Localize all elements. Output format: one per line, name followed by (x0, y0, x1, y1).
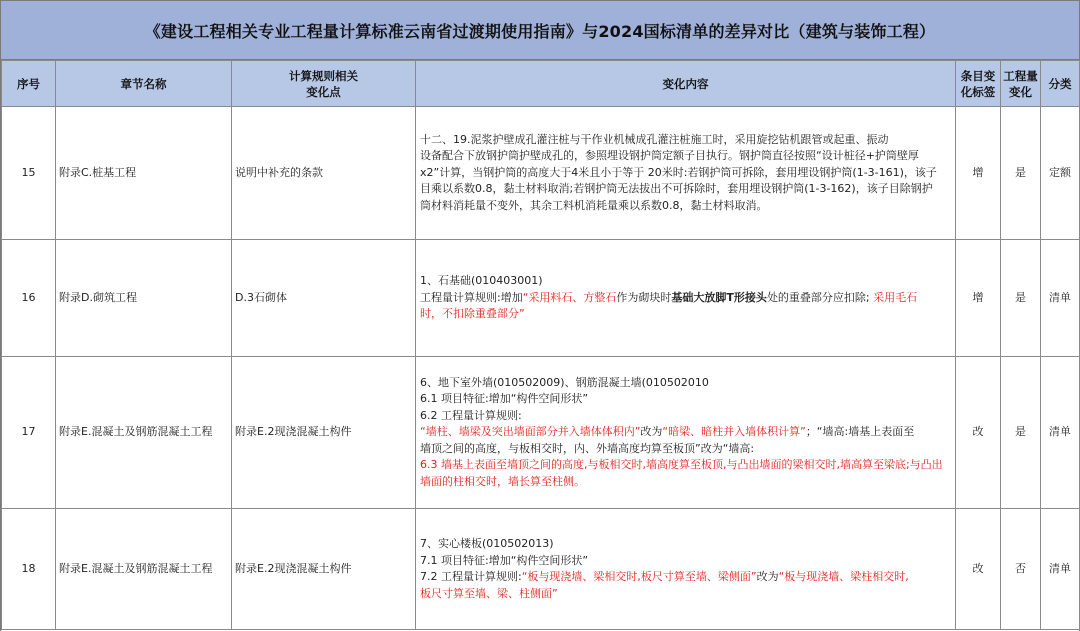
content-line: 6、地下室外墙(010502009)、钢筋混凝土墙(010502010 (420, 375, 709, 389)
header-content: 变化内容 (416, 61, 956, 107)
row-content (416, 357, 956, 509)
header-tag-line2: 化标签 (960, 84, 996, 99)
header-rule (232, 61, 416, 107)
header-rule-line2: 变化点 (306, 84, 341, 99)
content-emphasis: 基础大放脚T形接头 (671, 290, 767, 304)
table-row (2, 240, 1080, 357)
row-rule: 说明中补充的条款 (232, 107, 416, 240)
content-line: 设备配合下放钢护筒护壁成孔的，参照埋设钢护筒定额子目执行。钢护筒直径按照“设计桩径+护筒壁厚 (420, 149, 919, 163)
table-header-row (2, 61, 1080, 107)
row-num: 15 (2, 107, 56, 240)
content-highlight: “墙柱、墙梁及突出墙面部分并入墙体体积内” (420, 425, 641, 439)
content-text: 改为 (640, 425, 663, 439)
row-changed: 否 (1001, 509, 1041, 630)
row-num: 17 (2, 357, 56, 509)
row-category: 清单 (1041, 240, 1080, 357)
header-category: 分类 (1041, 61, 1080, 107)
row-rule: 附录E.2现浇混凝土构件 (232, 357, 416, 509)
content-line (420, 569, 951, 586)
content-line: 板尺寸算至墙、梁、柱侧面” (420, 586, 558, 600)
content-line: 1、石基础(010403001) (420, 274, 543, 288)
content-line (420, 290, 951, 307)
row-changed: 是 (1001, 240, 1041, 357)
content-line (420, 424, 951, 441)
content-text: 处的重叠部分应扣除; (766, 290, 870, 304)
content-line: 6.1 项目特征:增加“构件空间形状” (420, 392, 589, 406)
content-highlight: 采用毛石 (873, 290, 918, 304)
row-rule: 附录E.2现浇混凝土构件 (232, 509, 416, 630)
row-tag: 改 (956, 357, 1001, 509)
row-changed: 是 (1001, 357, 1041, 509)
row-tag: 增 (956, 240, 1001, 357)
content-highlight: “暗梁、暗柱并入墙体积计算” (662, 425, 806, 439)
content-highlight: “板与现浇墙、梁柱相交时, (778, 570, 909, 583)
header-change-line2: 变化 (1009, 84, 1032, 99)
content-text: 作为砌块时 (616, 290, 672, 304)
row-category: 定额 (1041, 107, 1080, 240)
row-chapter: 附录E.混凝土及钢筋混凝土工程 (56, 357, 232, 509)
content-line: 7.1 项目特征:增加“构件空间形状” (420, 553, 589, 567)
header-tag (956, 61, 1001, 107)
table-row (2, 509, 1080, 630)
row-content (416, 240, 956, 357)
content-line: 筒材料消耗量不变外，其余工料机消耗量乘以系数0.8，黏土材料取消。 (420, 198, 768, 212)
content-text: 7.2 工程量计算规则: (420, 570, 522, 583)
row-content (416, 509, 956, 630)
row-chapter: 附录D.砌筑工程 (56, 240, 232, 357)
row-changed: 是 (1001, 107, 1041, 240)
page-title: 《建设工程相关专业工程量计算标准云南省过渡期使用指南》与2024国标清单的差异对比（建筑与装饰工程） (1, 0, 1079, 60)
content-line: 墙面的柱相交时，墙长算至柱侧。 (420, 474, 585, 488)
content-text: 工程量计算规则:增加 (420, 290, 523, 304)
content-highlight: “采用料石、方整石 (522, 290, 617, 304)
content-line: 7、实心楼板(010502013) (420, 537, 554, 550)
header-num: 序号 (2, 61, 56, 107)
row-chapter: 附录E.混凝土及钢筋混凝土工程 (56, 509, 232, 630)
row-num: 16 (2, 240, 56, 357)
header-chapter: 章节名称 (56, 61, 232, 107)
content-line: 6.3 墙基上表面至墙顶之间的高度,与板相交时,墙高度算至板顶,与凸出墙面的梁相交时,墙高算至梁底;与凸出 (420, 458, 943, 472)
table-row (2, 107, 1080, 240)
row-category: 清单 (1041, 509, 1080, 630)
row-tag: 增 (956, 107, 1001, 240)
comparison-table (1, 60, 1080, 630)
row-chapter: 附录C.桩基工程 (56, 107, 232, 240)
row-rule: D.3石砌体 (232, 240, 416, 357)
row-content (416, 107, 956, 240)
content-highlight: “板与现浇墙、梁相交时,板尺寸算至墙、梁侧面” (521, 570, 757, 583)
content-line: x2”计算，当钢护筒的高度大于4米且小于等于 20米时:若钢护筒可拆除，套用埋设钢护筒(1-3-161)，该子 (420, 165, 937, 179)
content-line: 墙顶之间的高度，与板相交时，内、外墙高度均算至板顶”改为“墙高: (420, 441, 755, 455)
content-line: 目乘以系数0.8，黏土材料取消;若钢护筒无法拔出不可拆除时，套用埋设钢护筒(1-3-162)，该子目除钢护 (420, 182, 933, 196)
content-line: 十二、19.泥浆护壁成孔灌注桩与干作业机械成孔灌注桩施工时，采用旋挖钻机跟管或起重、振动 (420, 132, 889, 146)
row-num: 18 (2, 509, 56, 630)
row-tag: 改 (956, 509, 1001, 630)
header-change (1001, 61, 1041, 107)
content-text: 改为 (756, 570, 779, 583)
content-line: 时，不扣除重叠部分” (420, 307, 525, 321)
header-change-line1: 工程量 (1003, 68, 1038, 83)
content-line: 6.2 工程量计算规则: (420, 408, 522, 422)
content-text: ；“墙高:墙基上表面至 (805, 425, 915, 439)
header-rule-line1: 计算规则相关 (289, 68, 358, 83)
header-tag-line1: 条目变 (960, 68, 996, 83)
table-row (2, 357, 1080, 509)
row-category: 清单 (1041, 357, 1080, 509)
